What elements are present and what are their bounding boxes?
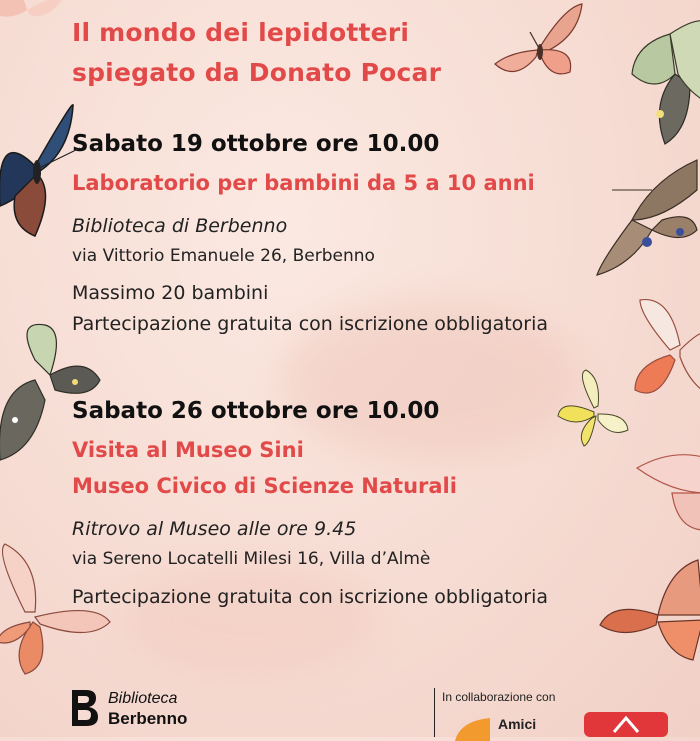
title-line-1: Il mondo dei lepidotteri — [72, 18, 410, 47]
library-name-line-2: Berbenno — [108, 709, 188, 728]
library-name-line-1: Biblioteca — [108, 690, 178, 707]
divider — [434, 688, 435, 737]
butterfly-illustration — [630, 295, 700, 405]
event-1-limit: Massimo 20 bambini — [72, 282, 269, 304]
event-2-activity-line-2: Museo Civico di Scienze Naturali — [72, 474, 457, 498]
partner-name: Amici — [498, 716, 537, 732]
butterfly-illustration — [630, 14, 700, 154]
butterfly-illustration — [0, 96, 80, 241]
event-1-date: Sabato 19 ottobre ore 10.00 — [72, 131, 440, 157]
butterfly-illustration — [556, 368, 631, 448]
butterfly-illustration — [0, 542, 115, 677]
event-2-activity-line-1: Visita al Museo Sini — [72, 438, 304, 462]
event-2-address: via Sereno Locatelli Milesi 16, Villa d’Almè — [72, 549, 431, 569]
event-2-date: Sabato 26 ottobre ore 10.00 — [72, 398, 440, 424]
event-2-participation: Partecipazione gratuita con iscrizione obbligatoria — [72, 586, 549, 608]
butterfly-illustration — [598, 560, 700, 665]
event-1-activity: Laboratorio per bambini da 5 a 10 anni — [72, 171, 535, 195]
library-logo-icon — [68, 688, 100, 728]
background-wash — [120, 560, 380, 680]
partner-logo-icon — [584, 712, 668, 737]
butterfly-illustration — [592, 150, 700, 280]
butterfly-illustration — [632, 448, 700, 533]
event-1-participation: Partecipazione gratuita con iscrizione obbligatoria — [72, 313, 549, 335]
event-1-venue: Biblioteca di Berbenno — [72, 215, 288, 237]
event-2-meeting: Ritrovo al Museo alle ore 9.45 — [72, 518, 357, 540]
butterfly-illustration — [0, 320, 105, 465]
title-line-2: spiegato da Donato Pocar — [72, 58, 442, 87]
collaboration-label: In collaborazione con — [442, 690, 556, 704]
event-1-address: via Vittorio Emanuele 26, Berbenno — [72, 246, 375, 266]
partner-logo-icon — [450, 716, 495, 741]
butterfly-illustration — [0, 0, 62, 40]
butterfly-illustration — [490, 2, 585, 87]
